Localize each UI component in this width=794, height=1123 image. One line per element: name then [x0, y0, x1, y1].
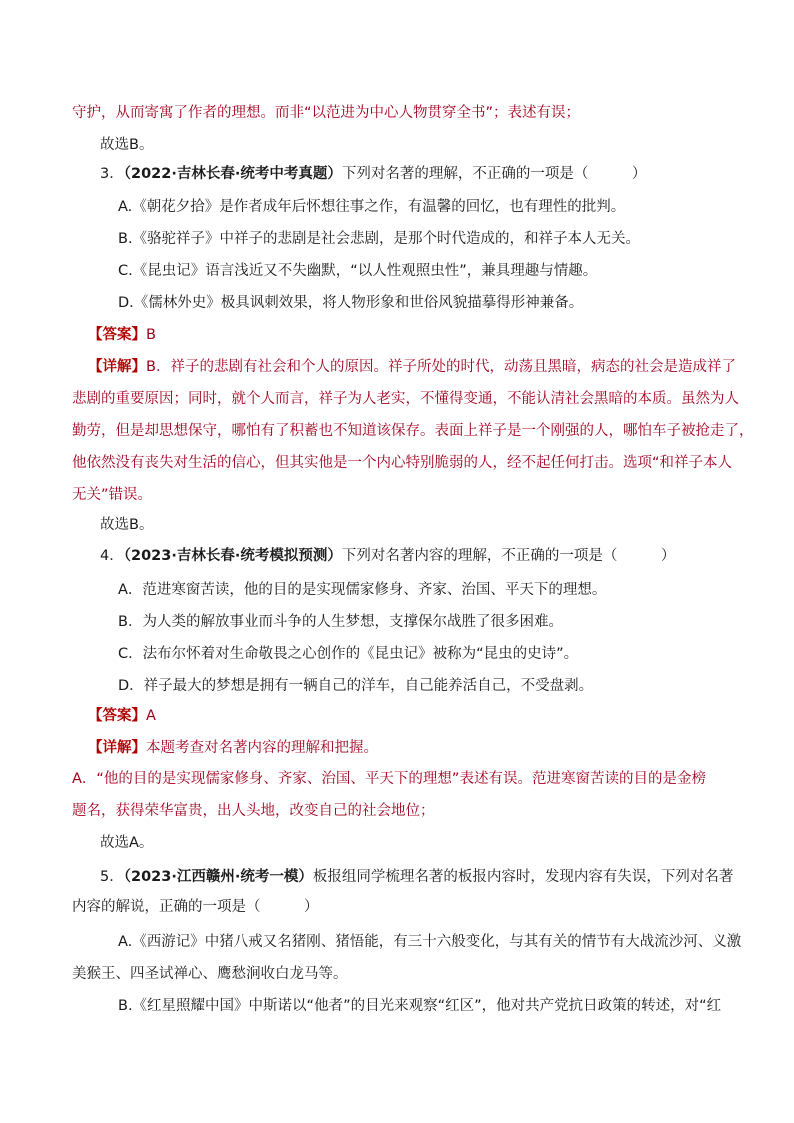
q5-stem: 板报组同学梳理名著的板报内容时，发现内容有失误，下列对名著 — [312, 869, 734, 885]
q5-question — [100, 867, 733, 887]
q3-choose: 故选B。 — [100, 517, 154, 533]
q4-detail-line: 题名，获得荣华富贵，出人头地，改变自己的社会地位； — [72, 803, 435, 819]
q3-answer — [88, 325, 156, 345]
q4-option-b: B．为人类的解放事业而斗争的人生梦想，支撑保尔战胜了很多困难。 — [118, 614, 563, 630]
q4-detail — [88, 738, 378, 758]
q2-explanation-tail: 守护，从而寄寓了作者的理想。而非“以范进为中心人物贯穿全书”；表述有误； — [72, 105, 581, 121]
q4-question — [100, 546, 675, 566]
q4-answer-tag: 【答案】 — [88, 708, 146, 724]
q5-source: （2023·江西赣州·统考一模） — [123, 869, 313, 885]
q4-option-d: D．祥子最大的梦想是拥有一辆自己的洋车，自己能养活自己，不受盘剥。 — [118, 678, 594, 694]
q5-option-b: B.《红星照耀中国》中斯诺以“他者”的目光来观察“红区”，他对共产党抗日政策的转述，对“红 — [118, 998, 722, 1014]
q4-detail-intro: 本题考查对名著内容的理解和把握。 — [146, 740, 378, 756]
q3-option-a: A.《朝花夕拾》是作者成年后怀想往事之作，有温馨的回忆，也有理性的批判。 — [118, 199, 626, 215]
q5-option-a: A.《西游记》中猪八戒又名猪刚、猪悟能，有三十六般变化，与其有关的情节有大战流沙河、义激 — [118, 934, 742, 950]
q3-detail-line: B．祥子的悲剧有社会和个人的原因。祥子所处的时代，动荡且黑暗，病态的社会是造成祥了 — [146, 359, 736, 375]
q3-question — [100, 164, 646, 184]
q4-number: 4． — [100, 548, 124, 564]
q3-stem: 下列对名著的理解，不正确的一项是（ ） — [341, 166, 647, 182]
q4-option-c: C．法布尔怀着对生命敬畏之心创作的《昆虫记》被称为“昆虫的史诗”。 — [118, 646, 579, 662]
q4-source: （2023·吉林长春·统考模拟预测） — [123, 548, 342, 564]
q3-detail-line: 勤劳，但是却思想保守，哪怕有了积蓄也不知道该保存。表面上祥子是一个刚强的人，哪怕车子被抢走了， — [72, 423, 754, 439]
q3-option-c: C.《昆虫记》语言浅近又不失幽默，“以人性观照虫性”，兼具理趣与情趣。 — [118, 263, 598, 279]
q3-option-d: D.《儒林外史》极具讽刺效果，将人物形象和世俗风貌描摹得形神兼备。 — [118, 295, 584, 311]
q3-detail-line: 悲剧的重要原因；同时，就个人而言，祥子为人老实，不懂得变通，不能认清社会黑暗的本质。虽然为人 — [72, 391, 739, 407]
q3-number: 3． — [100, 166, 124, 182]
q3-detail — [88, 357, 736, 377]
q4-answer — [88, 706, 156, 726]
q3-detail-line: 他依然没有丧失对生活的信心，但其实他是一个内心特别脆弱的人，经不起任何打击。选项“和祥子本人 — [72, 455, 733, 471]
q2-choose: 故选B。 — [100, 137, 154, 153]
q5-option-a-continued: 美猴王、四圣试禅心、鹰愁涧收白龙马等。 — [72, 966, 348, 982]
q5-number: 5． — [100, 869, 124, 885]
q3-detail-line: 无关”错误。 — [72, 487, 153, 503]
q3-answer-tag: 【答案】 — [88, 327, 146, 343]
q3-answer-value: B — [146, 327, 156, 343]
q5-stem-continued: 内容的解说，正确的一项是（ ） — [72, 899, 319, 915]
q4-detail-tag: 【详解】 — [88, 740, 146, 756]
q3-detail-tag: 【详解】 — [88, 359, 146, 375]
q4-option-a: A．范进寒窗苦读，他的目的是实现儒家修身、齐家、治国、平天下的理想。 — [118, 582, 607, 598]
q4-answer-value: A — [146, 708, 156, 724]
q3-option-b: B.《骆驼祥子》中祥子的悲剧是社会悲剧，是那个时代造成的，和祥子本人无关。 — [118, 231, 641, 247]
q3-source: （2022·吉林长春·统考中考真题） — [123, 166, 342, 182]
q4-stem: 下列对名著内容的理解，不正确的一项是（ ） — [341, 548, 676, 564]
q4-detail-line: A．“他的目的是实现儒家修身、齐家、治国、平天下的理想”表述有误。范进寒窗苦读的目的是金榜 — [72, 771, 706, 787]
q4-choose: 故选A。 — [100, 835, 154, 851]
